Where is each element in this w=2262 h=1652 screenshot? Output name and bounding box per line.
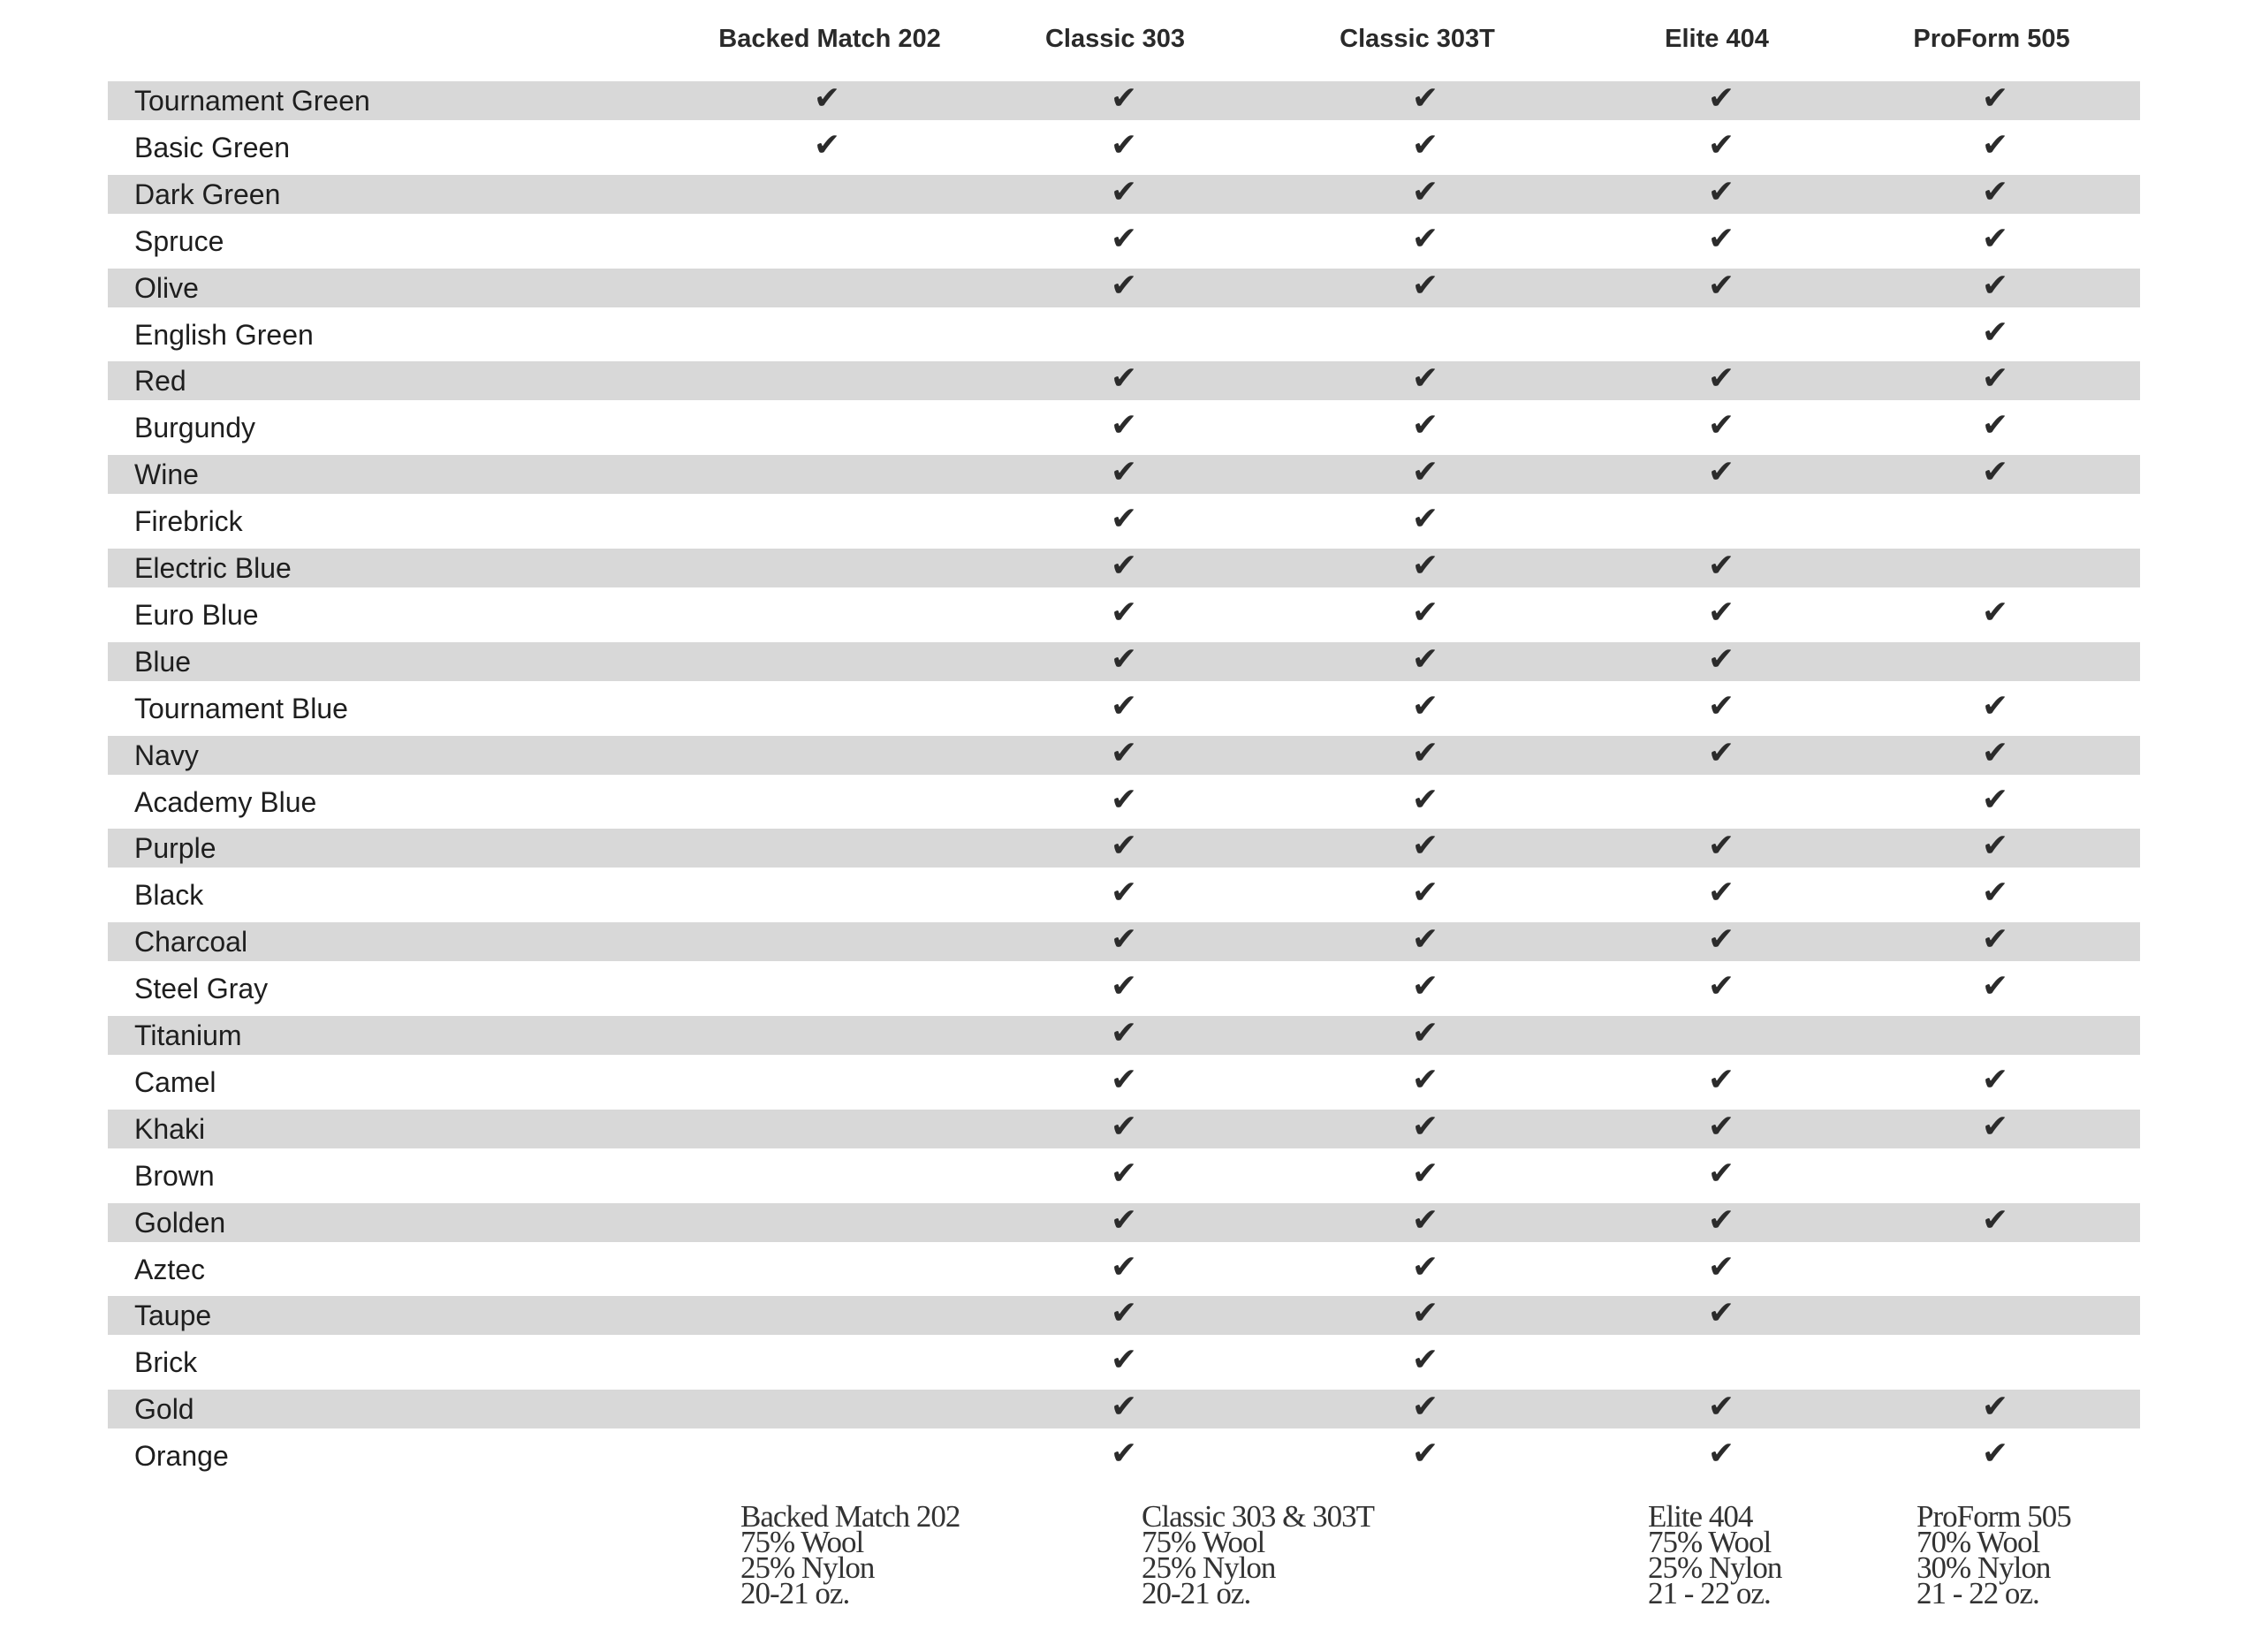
- spec-wool: 70% Wool: [1917, 1525, 2040, 1559]
- color-name: Black: [134, 879, 204, 912]
- table-row: [108, 502, 2140, 541]
- checkmark-icon: ✔: [1110, 1154, 1138, 1191]
- checkmark-icon: ✔: [1707, 1294, 1735, 1331]
- table-row: [108, 1156, 2140, 1195]
- color-name: Tournament Blue: [134, 692, 348, 724]
- checkmark-icon: ✔: [1707, 360, 1735, 397]
- color-name: Steel Gray: [134, 973, 269, 1005]
- checkmark-icon: ✔: [1707, 874, 1735, 911]
- checkmark-icon: ✔: [1707, 1201, 1735, 1238]
- checkmark-icon: ✔: [1411, 921, 1439, 958]
- spec-nylon: 25% Nylon: [740, 1550, 875, 1585]
- checkmark-icon: ✔: [1981, 313, 2009, 350]
- checkmark-icon: ✔: [1981, 1388, 2009, 1425]
- checkmark-icon: ✔: [1110, 1247, 1138, 1284]
- table-row: [108, 549, 2140, 587]
- checkmark-icon: ✔: [1707, 172, 1735, 209]
- checkmark-icon: ✔: [1110, 125, 1138, 163]
- checkmark-icon: ✔: [813, 80, 841, 116]
- checkmark-icon: ✔: [1411, 453, 1439, 490]
- table-row: [108, 1016, 2140, 1055]
- table-row: [108, 969, 2140, 1008]
- checkmark-icon: ✔: [1110, 593, 1138, 630]
- color-name: Spruce: [134, 224, 224, 257]
- checkmark-icon: ✔: [1707, 1154, 1735, 1191]
- checkmark-icon: ✔: [1981, 266, 2009, 303]
- spec-nylon: 25% Nylon: [1648, 1550, 1782, 1585]
- checkmark-icon: ✔: [1707, 125, 1735, 163]
- table-row: [108, 875, 2140, 914]
- table-row: [108, 733, 2140, 775]
- table-row: [108, 172, 2140, 214]
- spec-name: Elite 404: [1648, 1499, 1753, 1534]
- color-name: Tournament Green: [134, 85, 370, 117]
- spec-weight: 21 - 22 oz.: [1648, 1576, 1771, 1610]
- checkmark-icon: ✔: [1411, 547, 1439, 583]
- table-row: [108, 780, 2140, 822]
- color-name: Wine: [134, 458, 199, 491]
- checkmark-icon: ✔: [1981, 1060, 2009, 1097]
- checkmark-icon: ✔: [1411, 874, 1439, 911]
- checkmark-icon: ✔: [1981, 1107, 2009, 1144]
- table-row: [108, 686, 2140, 728]
- footer-spec: [740, 1499, 960, 1610]
- table-row: [108, 315, 2140, 354]
- checkmark-icon: ✔: [1707, 219, 1735, 256]
- checkmark-icon: ✔: [1411, 827, 1439, 864]
- color-name: Red: [134, 365, 186, 398]
- checkmark-icon: ✔: [1707, 547, 1735, 583]
- checkmark-icon: ✔: [1707, 967, 1735, 1004]
- checkmark-icon: ✔: [1411, 125, 1439, 163]
- color-name: Khaki: [134, 1112, 206, 1145]
- table-row: [108, 642, 2140, 681]
- table-row: [108, 829, 2140, 868]
- table-row: [108, 81, 2140, 120]
- checkmark-icon: ✔: [1411, 1294, 1439, 1331]
- table-row: [108, 125, 2140, 167]
- checkmark-icon: ✔: [1981, 593, 2009, 630]
- table-row: [108, 266, 2140, 307]
- spec-name: Classic 303 & 303T: [1142, 1499, 1374, 1534]
- checkmark-icon: ✔: [1707, 640, 1735, 677]
- checkmark-icon: ✔: [1110, 406, 1138, 443]
- color-name: Brown: [134, 1159, 215, 1192]
- checkmark-icon: ✔: [1411, 266, 1439, 303]
- color-name: Charcoal: [134, 926, 248, 959]
- column-header: Elite 404: [1665, 25, 1769, 53]
- checkmark-icon: ✔: [1411, 1014, 1439, 1050]
- table-row: [108, 408, 2140, 447]
- table-row: [108, 595, 2140, 634]
- checkmark-icon: ✔: [1981, 406, 2009, 443]
- color-name: Euro Blue: [134, 598, 259, 631]
- color-name: Taupe: [134, 1300, 212, 1332]
- checkmark-icon: ✔: [1110, 453, 1138, 490]
- checkmark-icon: ✔: [1110, 500, 1138, 537]
- checkmark-icon: ✔: [1110, 827, 1138, 864]
- column-header: Classic 303: [1044, 25, 1186, 53]
- color-name: Olive: [134, 271, 199, 304]
- table-row: [108, 922, 2140, 961]
- spec-wool: 75% Wool: [1648, 1525, 1772, 1559]
- color-name: Brick: [134, 1346, 198, 1379]
- table-row: [108, 219, 2140, 261]
- column-header: Classic 303T: [1340, 25, 1495, 53]
- checkmark-icon: ✔: [1411, 1060, 1439, 1097]
- spec-wool: 75% Wool: [1142, 1525, 1265, 1559]
- table-row: [108, 1247, 2140, 1289]
- color-name: Camel: [134, 1065, 216, 1098]
- checkmark-icon: ✔: [1110, 172, 1138, 209]
- checkmark-icon: ✔: [1981, 80, 2009, 116]
- checkmark-icon: ✔: [1411, 967, 1439, 1004]
- spec-name: Backed Match 202: [740, 1499, 960, 1534]
- footer-spec: [1648, 1499, 1782, 1610]
- checkmark-icon: ✔: [1981, 874, 2009, 911]
- checkmark-icon: ✔: [1981, 686, 2009, 724]
- color-name: English Green: [134, 318, 314, 351]
- spec-nylon: 30% Nylon: [1917, 1550, 2051, 1585]
- spec-weight: 20-21 oz.: [1142, 1576, 1251, 1610]
- checkmark-icon: ✔: [1707, 686, 1735, 724]
- column-header: Backed Match 202: [718, 25, 941, 53]
- checkmark-icon: ✔: [1411, 80, 1439, 116]
- checkmark-icon: ✔: [1981, 1435, 2009, 1472]
- checkmark-icon: ✔: [1411, 593, 1439, 630]
- checkmark-icon: ✔: [1110, 640, 1138, 677]
- checkmark-icon: ✔: [1110, 219, 1138, 256]
- checkmark-icon: ✔: [1981, 125, 2009, 163]
- spec-nylon: 25% Nylon: [1142, 1550, 1276, 1585]
- checkmark-icon: ✔: [1981, 967, 2009, 1004]
- checkmark-icon: ✔: [1110, 1060, 1138, 1097]
- color-name: Golden: [134, 1206, 226, 1239]
- table-row: [108, 455, 2140, 494]
- checkmark-icon: ✔: [1981, 360, 2009, 397]
- color-name: Dark Green: [134, 178, 281, 210]
- color-name: Orange: [134, 1440, 229, 1473]
- checkmark-icon: ✔: [1411, 686, 1439, 724]
- checkmark-icon: ✔: [1110, 1201, 1138, 1238]
- checkmark-icon: ✔: [1707, 921, 1735, 958]
- color-name: Aztec: [134, 1253, 206, 1285]
- footer-spec: [1917, 1499, 2071, 1610]
- checkmark-icon: ✔: [1707, 1435, 1735, 1472]
- checkmark-icon: ✔: [1707, 827, 1735, 864]
- checkmark-icon: ✔: [1411, 1341, 1439, 1378]
- checkmark-icon: ✔: [1411, 406, 1439, 443]
- checkmark-icon: ✔: [1411, 1388, 1439, 1425]
- table-row: [108, 1296, 2140, 1335]
- color-name: Purple: [134, 832, 216, 865]
- checkmark-icon: ✔: [1411, 500, 1439, 537]
- checkmark-icon: ✔: [1411, 640, 1439, 677]
- checkmark-icon: ✔: [1707, 1060, 1735, 1097]
- spec-weight: 21 - 22 oz.: [1917, 1576, 2039, 1610]
- checkmark-icon: ✔: [1110, 1341, 1138, 1378]
- checkmark-icon: ✔: [1707, 1107, 1735, 1144]
- checkmark-icon: ✔: [1411, 1247, 1439, 1284]
- color-name: Titanium: [134, 1019, 242, 1051]
- spec-name: ProForm 505: [1917, 1499, 2071, 1534]
- checkmark-icon: ✔: [1110, 1014, 1138, 1050]
- table-row: [108, 1107, 2140, 1148]
- checkmark-icon: ✔: [1981, 827, 2009, 864]
- footer-spec: [1142, 1499, 1374, 1610]
- spec-wool: 75% Wool: [740, 1525, 864, 1559]
- checkmark-icon: ✔: [1981, 1201, 2009, 1238]
- color-name: Navy: [134, 739, 199, 771]
- column-header: ProForm 505: [1913, 25, 2070, 53]
- checkmark-icon: ✔: [1707, 1247, 1735, 1284]
- color-name: Blue: [134, 645, 192, 678]
- checkmark-icon: ✔: [1110, 1435, 1138, 1472]
- checkmark-icon: ✔: [1110, 547, 1138, 583]
- checkmark-icon: ✔: [1981, 780, 2009, 817]
- checkmark-icon: ✔: [1981, 453, 2009, 490]
- checkmark-icon: ✔: [1707, 1388, 1735, 1425]
- color-name: Academy Blue: [134, 785, 317, 818]
- color-name: Firebrick: [134, 505, 243, 538]
- table-row: [108, 1436, 2140, 1475]
- checkmark-icon: ✔: [1110, 1388, 1138, 1425]
- checkmark-icon: ✔: [1981, 172, 2009, 209]
- checkmark-icon: ✔: [1707, 593, 1735, 630]
- checkmark-icon: ✔: [1110, 733, 1138, 770]
- checkmark-icon: ✔: [1110, 686, 1138, 724]
- checkmark-icon: ✔: [1110, 360, 1138, 397]
- checkmark-icon: ✔: [1981, 921, 2009, 958]
- table-row: [108, 1203, 2140, 1242]
- checkmark-icon: ✔: [1707, 266, 1735, 303]
- checkmark-icon: ✔: [1411, 780, 1439, 817]
- checkmark-icon: ✔: [1707, 733, 1735, 770]
- checkmark-icon: ✔: [1411, 219, 1439, 256]
- checkmark-icon: ✔: [1110, 921, 1138, 958]
- checkmark-icon: ✔: [1411, 360, 1439, 397]
- checkmark-icon: ✔: [1110, 1294, 1138, 1331]
- checkmark-icon: ✔: [1981, 219, 2009, 256]
- checkmark-icon: ✔: [1110, 780, 1138, 817]
- color-name: Electric Blue: [134, 552, 292, 584]
- table-row: [108, 361, 2140, 400]
- table-row: [108, 1060, 2140, 1102]
- checkmark-icon: ✔: [1110, 80, 1138, 116]
- checkmark-icon: ✔: [1411, 1154, 1439, 1191]
- color-name: Basic Green: [134, 131, 291, 163]
- color-name: Burgundy: [134, 412, 255, 444]
- checkmark-icon: ✔: [1981, 733, 2009, 770]
- checkmark-icon: ✔: [1411, 1201, 1439, 1238]
- checkmark-icon: ✔: [1411, 1435, 1439, 1472]
- table-row: [108, 1343, 2140, 1382]
- checkmark-icon: ✔: [1707, 406, 1735, 443]
- spec-weight: 20-21 oz.: [740, 1576, 850, 1610]
- checkmark-icon: ✔: [813, 125, 841, 163]
- table-row: [108, 1390, 2140, 1428]
- checkmark-icon: ✔: [1411, 172, 1439, 209]
- checkmark-icon: ✔: [1411, 733, 1439, 770]
- checkmark-icon: ✔: [1110, 874, 1138, 911]
- color-name: Gold: [134, 1393, 194, 1426]
- checkmark-icon: ✔: [1707, 80, 1735, 116]
- checkmark-icon: ✔: [1707, 453, 1735, 490]
- checkmark-icon: ✔: [1110, 1107, 1138, 1144]
- checkmark-icon: ✔: [1110, 967, 1138, 1004]
- checkmark-icon: ✔: [1110, 266, 1138, 303]
- checkmark-icon: ✔: [1411, 1107, 1439, 1144]
